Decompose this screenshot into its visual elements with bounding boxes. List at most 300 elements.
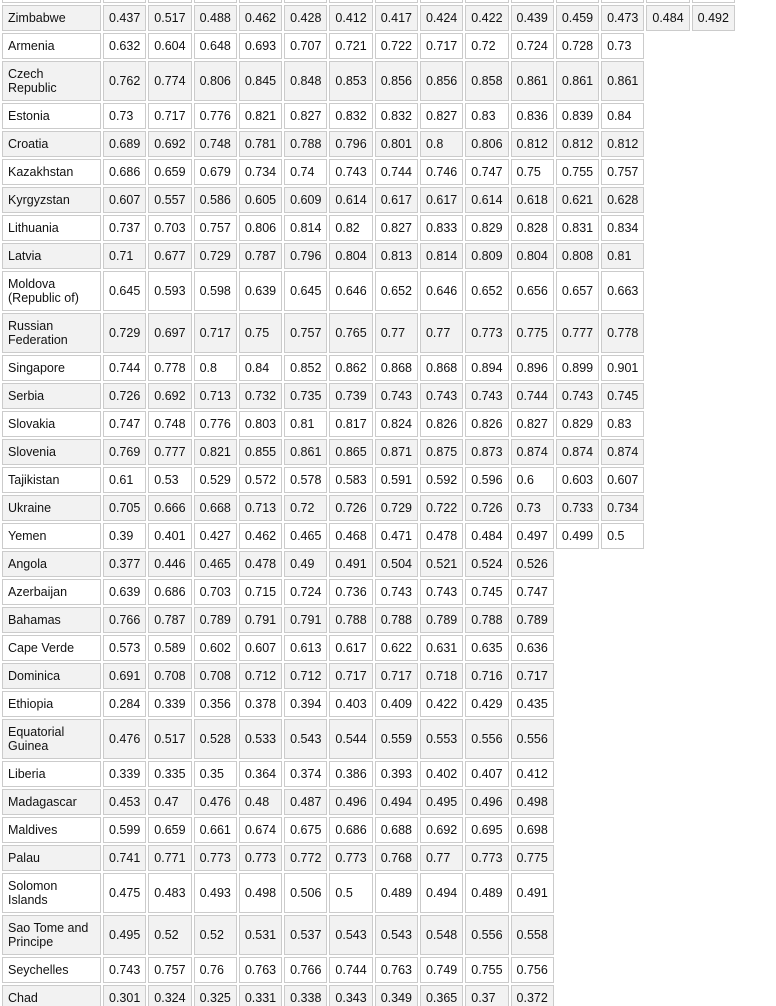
table-row: [2, 915, 735, 955]
value-cell: 0.338: [284, 985, 327, 1006]
value-cell: 0.663: [601, 271, 644, 311]
value-cell: 0.465: [194, 551, 237, 577]
value-cell: 0.544: [329, 719, 372, 759]
value-cell: 0.861: [284, 439, 327, 465]
value-cell: 0.537: [284, 915, 327, 955]
value-cell: 0.757: [284, 313, 327, 353]
value-cell: 0.339: [148, 691, 191, 717]
value-cell: 0.489: [465, 873, 508, 913]
value-cell: 0.607: [103, 187, 146, 213]
value-cell: 0.52: [194, 915, 237, 955]
value-cell: 0.748: [148, 411, 191, 437]
value-cell: 0.556: [465, 719, 508, 759]
value-cell: 0.791: [239, 607, 282, 633]
value-cell: 0.734: [239, 159, 282, 185]
value-cell: 0.639: [239, 271, 282, 311]
value-cell: 0.83: [601, 411, 644, 437]
value-cell: 0.871: [375, 439, 418, 465]
value-cell: 0.686: [148, 579, 191, 605]
value-cell: 0.496: [465, 789, 508, 815]
value-cell: 0.757: [601, 159, 644, 185]
value-cell: 0.462: [239, 5, 282, 31]
value-cell: 0.766: [284, 957, 327, 983]
value-cell: 0.439: [511, 5, 554, 31]
value-cell: 0.829: [465, 215, 508, 241]
value-cell: 0.717: [375, 663, 418, 689]
value-cell: 0.427: [194, 523, 237, 549]
value-cell: 0.473: [601, 5, 644, 31]
value-cell: 0.695: [465, 817, 508, 843]
value-cell: 0.648: [194, 33, 237, 59]
value-cell: 0.814: [420, 243, 463, 269]
value-cell: 0.788: [465, 607, 508, 633]
value-cell: 0.777: [556, 313, 599, 353]
value-cell: 0.476: [194, 789, 237, 815]
value-cell: 0.589: [148, 635, 191, 661]
value-cell: 0.639: [103, 579, 146, 605]
value-cell: 0.821: [194, 439, 237, 465]
value-cell: 0.729: [194, 243, 237, 269]
value-cell: 0.692: [148, 131, 191, 157]
value-cell: 0.703: [148, 215, 191, 241]
value-cell: 0.417: [375, 5, 418, 31]
value-cell: 0.806: [194, 61, 237, 101]
value-cell: 0.343: [329, 985, 372, 1006]
country-name: Lithuania: [2, 215, 101, 241]
value-cell: 0.743: [420, 579, 463, 605]
value-cell: 0.812: [601, 131, 644, 157]
value-cell: 0.733: [556, 495, 599, 521]
value-cell: 0.657: [556, 271, 599, 311]
value-cell: 0.429: [465, 691, 508, 717]
value-cell: 0.74: [284, 159, 327, 185]
value-cell: 0.617: [329, 635, 372, 661]
value-cell: 0.865: [329, 439, 372, 465]
value-cell: 0.497: [511, 523, 554, 549]
value-cell: 0.747: [465, 159, 508, 185]
value-cell: 0.661: [194, 817, 237, 843]
value-cell: 0.703: [194, 579, 237, 605]
value-cell: 0.861: [601, 61, 644, 101]
value-cell: 0.735: [284, 383, 327, 409]
value-cell: 0.607: [601, 467, 644, 493]
table-row: [2, 271, 735, 311]
value-cell: 0.721: [329, 33, 372, 59]
country-name: Seychelles: [2, 957, 101, 983]
value-cell: 0.697: [148, 313, 191, 353]
value-cell: 0.677: [148, 243, 191, 269]
value-cell: 0.422: [420, 691, 463, 717]
value-cell: 0.646: [329, 271, 372, 311]
partial-cell: [329, 0, 372, 3]
country-name: Slovakia: [2, 411, 101, 437]
country-name: Dominica: [2, 663, 101, 689]
country-name: Serbia: [2, 383, 101, 409]
value-cell: 0.652: [465, 271, 508, 311]
value-cell: 0.614: [329, 187, 372, 213]
value-cell: 0.645: [284, 271, 327, 311]
country-name: Liberia: [2, 761, 101, 787]
value-cell: 0.755: [556, 159, 599, 185]
table-row: [2, 411, 735, 437]
country-name: Azerbaijan: [2, 579, 101, 605]
value-cell: 0.596: [465, 467, 508, 493]
country-name: Zimbabwe: [2, 5, 101, 31]
value-cell: 0.773: [239, 845, 282, 871]
value-cell: 0.75: [511, 159, 554, 185]
value-cell: 0.364: [239, 761, 282, 787]
value-cell: 0.386: [329, 761, 372, 787]
value-cell: 0.848: [284, 61, 327, 101]
value-cell: 0.422: [465, 5, 508, 31]
value-cell: 0.592: [420, 467, 463, 493]
value-cell: 0.81: [601, 243, 644, 269]
value-cell: 0.743: [465, 383, 508, 409]
value-cell: 0.845: [239, 61, 282, 101]
value-cell: 0.35: [194, 761, 237, 787]
value-cell: 0.853: [329, 61, 372, 101]
value-cell: 0.465: [284, 523, 327, 549]
value-cell: 0.724: [511, 33, 554, 59]
country-name: Kyrgyzstan: [2, 187, 101, 213]
table-row: [2, 761, 735, 787]
value-cell: 0.73: [511, 495, 554, 521]
value-cell: 0.668: [194, 495, 237, 521]
value-cell: 0.77: [420, 313, 463, 353]
value-cell: 0.52: [148, 915, 191, 955]
value-cell: 0.493: [194, 873, 237, 913]
value-cell: 0.71: [103, 243, 146, 269]
value-cell: 0.828: [511, 215, 554, 241]
value-cell: 0.773: [465, 845, 508, 871]
value-cell: 0.459: [556, 5, 599, 31]
value-cell: 0.806: [465, 131, 508, 157]
value-cell: 0.808: [556, 243, 599, 269]
table-row: [2, 817, 735, 843]
value-cell: 0.39: [103, 523, 146, 549]
value-cell: 0.49: [284, 551, 327, 577]
value-cell: 0.401: [148, 523, 191, 549]
value-cell: 0.77: [420, 845, 463, 871]
value-cell: 0.407: [465, 761, 508, 787]
value-cell: 0.377: [103, 551, 146, 577]
value-cell: 0.435: [511, 691, 554, 717]
country-name: Ukraine: [2, 495, 101, 521]
value-cell: 0.77: [375, 313, 418, 353]
value-cell: 0.715: [239, 579, 282, 605]
value-cell: 0.804: [511, 243, 554, 269]
value-cell: 0.763: [375, 957, 418, 983]
value-cell: 0.483: [148, 873, 191, 913]
value-cell: 0.726: [329, 495, 372, 521]
value-cell: 0.492: [692, 5, 735, 31]
country-name: Sao Tome and Principe: [2, 915, 101, 955]
value-cell: 0.796: [329, 131, 372, 157]
value-cell: 0.83: [465, 103, 508, 129]
value-cell: 0.656: [511, 271, 554, 311]
value-cell: 0.787: [148, 607, 191, 633]
country-name: Moldova (Republic of): [2, 271, 101, 311]
value-cell: 0.861: [511, 61, 554, 101]
value-cell: 0.729: [103, 313, 146, 353]
value-cell: 0.557: [148, 187, 191, 213]
table-row: [2, 845, 735, 871]
value-cell: 0.737: [103, 215, 146, 241]
value-cell: 0.495: [420, 789, 463, 815]
table-row: [2, 313, 735, 353]
value-cell: 0.874: [556, 439, 599, 465]
country-name: Slovenia: [2, 439, 101, 465]
value-cell: 0.832: [375, 103, 418, 129]
table-row: [2, 635, 735, 661]
value-cell: 0.747: [511, 579, 554, 605]
value-cell: 0.528: [194, 719, 237, 759]
value-cell: 0.899: [556, 355, 599, 381]
value-cell: 0.607: [239, 635, 282, 661]
value-cell: 0.339: [103, 761, 146, 787]
value-cell: 0.659: [148, 159, 191, 185]
value-cell: 0.72: [284, 495, 327, 521]
table-row: [2, 523, 735, 549]
value-cell: 0.769: [103, 439, 146, 465]
value-cell: 0.827: [511, 411, 554, 437]
value-cell: 0.659: [148, 817, 191, 843]
table-row: [2, 215, 735, 241]
value-cell: 0.499: [556, 523, 599, 549]
value-cell: 0.491: [511, 873, 554, 913]
value-cell: 0.757: [194, 215, 237, 241]
country-name: Chad: [2, 985, 101, 1006]
value-cell: 0.478: [420, 523, 463, 549]
value-cell: 0.773: [329, 845, 372, 871]
value-cell: 0.462: [239, 523, 282, 549]
table-row: [2, 663, 735, 689]
value-cell: 0.498: [511, 789, 554, 815]
value-cell: 0.789: [194, 607, 237, 633]
value-cell: 0.894: [465, 355, 508, 381]
value-cell: 0.858: [465, 61, 508, 101]
partial-cell: [601, 0, 644, 3]
value-cell: 0.789: [420, 607, 463, 633]
value-cell: 0.356: [194, 691, 237, 717]
value-cell: 0.796: [284, 243, 327, 269]
value-cell: 0.548: [420, 915, 463, 955]
value-cell: 0.553: [420, 719, 463, 759]
value-cell: 0.773: [465, 313, 508, 353]
value-cell: 0.631: [420, 635, 463, 661]
country-name: Kazakhstan: [2, 159, 101, 185]
value-cell: 0.686: [103, 159, 146, 185]
value-cell: 0.748: [194, 131, 237, 157]
value-cell: 0.856: [375, 61, 418, 101]
value-cell: 0.488: [194, 5, 237, 31]
value-cell: 0.679: [194, 159, 237, 185]
table-row: [2, 355, 735, 381]
value-cell: 0.814: [284, 215, 327, 241]
value-cell: 0.855: [239, 439, 282, 465]
value-cell: 0.708: [148, 663, 191, 689]
partial-cell: [194, 0, 237, 3]
value-cell: 0.736: [329, 579, 372, 605]
table-row: [2, 495, 735, 521]
value-cell: 0.809: [465, 243, 508, 269]
value-cell: 0.874: [601, 439, 644, 465]
value-cell: 0.543: [329, 915, 372, 955]
value-cell: 0.743: [375, 383, 418, 409]
value-cell: 0.746: [420, 159, 463, 185]
value-cell: 0.73: [103, 103, 146, 129]
value-cell: 0.531: [239, 915, 282, 955]
value-cell: 0.284: [103, 691, 146, 717]
value-cell: 0.325: [194, 985, 237, 1006]
value-cell: 0.618: [511, 187, 554, 213]
value-cell: 0.868: [375, 355, 418, 381]
value-cell: 0.743: [375, 579, 418, 605]
country-name: Armenia: [2, 33, 101, 59]
value-cell: 0.593: [148, 271, 191, 311]
value-cell: 0.446: [148, 551, 191, 577]
value-cell: 0.901: [601, 355, 644, 381]
value-cell: 0.817: [329, 411, 372, 437]
country-name: Ethiopia: [2, 691, 101, 717]
partial-cell: [420, 0, 463, 3]
value-cell: 0.603: [556, 467, 599, 493]
value-cell: 0.812: [511, 131, 554, 157]
value-cell: 0.675: [284, 817, 327, 843]
value-cell: 0.728: [556, 33, 599, 59]
value-cell: 0.524: [465, 551, 508, 577]
value-cell: 0.494: [420, 873, 463, 913]
table-row: [2, 719, 735, 759]
value-cell: 0.741: [103, 845, 146, 871]
value-cell: 0.484: [465, 523, 508, 549]
value-cell: 0.692: [420, 817, 463, 843]
value-cell: 0.772: [284, 845, 327, 871]
value-cell: 0.804: [329, 243, 372, 269]
value-cell: 0.365: [420, 985, 463, 1006]
table-row: [2, 789, 735, 815]
value-cell: 0.632: [103, 33, 146, 59]
value-cell: 0.874: [511, 439, 554, 465]
value-cell: 0.826: [465, 411, 508, 437]
value-cell: 0.756: [511, 957, 554, 983]
table-row: [2, 957, 735, 983]
value-cell: 0.476: [103, 719, 146, 759]
value-cell: 0.47: [148, 789, 191, 815]
value-cell: 0.757: [148, 957, 191, 983]
value-cell: 0.856: [420, 61, 463, 101]
value-cell: 0.349: [375, 985, 418, 1006]
value-cell: 0.744: [329, 957, 372, 983]
value-cell: 0.713: [239, 495, 282, 521]
table-row: [2, 159, 735, 185]
value-cell: 0.777: [148, 439, 191, 465]
value-cell: 0.739: [329, 383, 372, 409]
value-cell: 0.604: [148, 33, 191, 59]
value-cell: 0.788: [284, 131, 327, 157]
value-cell: 0.788: [375, 607, 418, 633]
table-row: [2, 985, 735, 1006]
value-cell: 0.489: [375, 873, 418, 913]
value-cell: 0.765: [329, 313, 372, 353]
table-row: [2, 243, 735, 269]
value-cell: 0.716: [465, 663, 508, 689]
partial-cell: [284, 0, 327, 3]
value-cell: 0.744: [103, 355, 146, 381]
value-cell: 0.301: [103, 985, 146, 1006]
partial-cell: [556, 0, 599, 3]
value-cell: 0.749: [420, 957, 463, 983]
value-cell: 0.506: [284, 873, 327, 913]
value-cell: 0.744: [511, 383, 554, 409]
value-cell: 0.517: [148, 5, 191, 31]
value-cell: 0.821: [239, 103, 282, 129]
value-cell: 0.732: [239, 383, 282, 409]
value-cell: 0.827: [284, 103, 327, 129]
value-cell: 0.556: [465, 915, 508, 955]
value-cell: 0.521: [420, 551, 463, 577]
value-cell: 0.556: [511, 719, 554, 759]
value-cell: 0.812: [556, 131, 599, 157]
value-cell: 0.692: [148, 383, 191, 409]
value-cell: 0.781: [239, 131, 282, 157]
value-cell: 0.72: [465, 33, 508, 59]
value-cell: 0.707: [284, 33, 327, 59]
value-cell: 0.827: [420, 103, 463, 129]
table-row: [2, 383, 735, 409]
country-name: Estonia: [2, 103, 101, 129]
value-cell: 0.578: [284, 467, 327, 493]
value-cell: 0.666: [148, 495, 191, 521]
value-cell: 0.775: [511, 845, 554, 871]
hdi-table-body: [2, 0, 735, 1006]
value-cell: 0.708: [194, 663, 237, 689]
country-name: Angola: [2, 551, 101, 577]
value-cell: 0.803: [239, 411, 282, 437]
value-cell: 0.787: [239, 243, 282, 269]
country-name: Croatia: [2, 131, 101, 157]
value-cell: 0.498: [239, 873, 282, 913]
partial-cell: [148, 0, 191, 3]
value-cell: 0.5: [601, 523, 644, 549]
value-cell: 0.605: [239, 187, 282, 213]
value-cell: 0.686: [329, 817, 372, 843]
value-cell: 0.73: [601, 33, 644, 59]
value-cell: 0.84: [239, 355, 282, 381]
value-cell: 0.372: [511, 985, 554, 1006]
country-name: Russian Federation: [2, 313, 101, 353]
table-row: [2, 579, 735, 605]
value-cell: 0.583: [329, 467, 372, 493]
value-cell: 0.896: [511, 355, 554, 381]
value-cell: 0.745: [601, 383, 644, 409]
value-cell: 0.773: [194, 845, 237, 871]
value-cell: 0.468: [329, 523, 372, 549]
table-row: [2, 33, 735, 59]
value-cell: 0.717: [511, 663, 554, 689]
partial-cell: [692, 0, 735, 3]
table-row: [2, 131, 735, 157]
country-name: Singapore: [2, 355, 101, 381]
value-cell: 0.734: [601, 495, 644, 521]
value-cell: 0.652: [375, 271, 418, 311]
value-cell: 0.717: [329, 663, 372, 689]
partial-cell: [375, 0, 418, 3]
value-cell: 0.621: [556, 187, 599, 213]
value-cell: 0.8: [194, 355, 237, 381]
value-cell: 0.478: [239, 551, 282, 577]
value-cell: 0.471: [375, 523, 418, 549]
